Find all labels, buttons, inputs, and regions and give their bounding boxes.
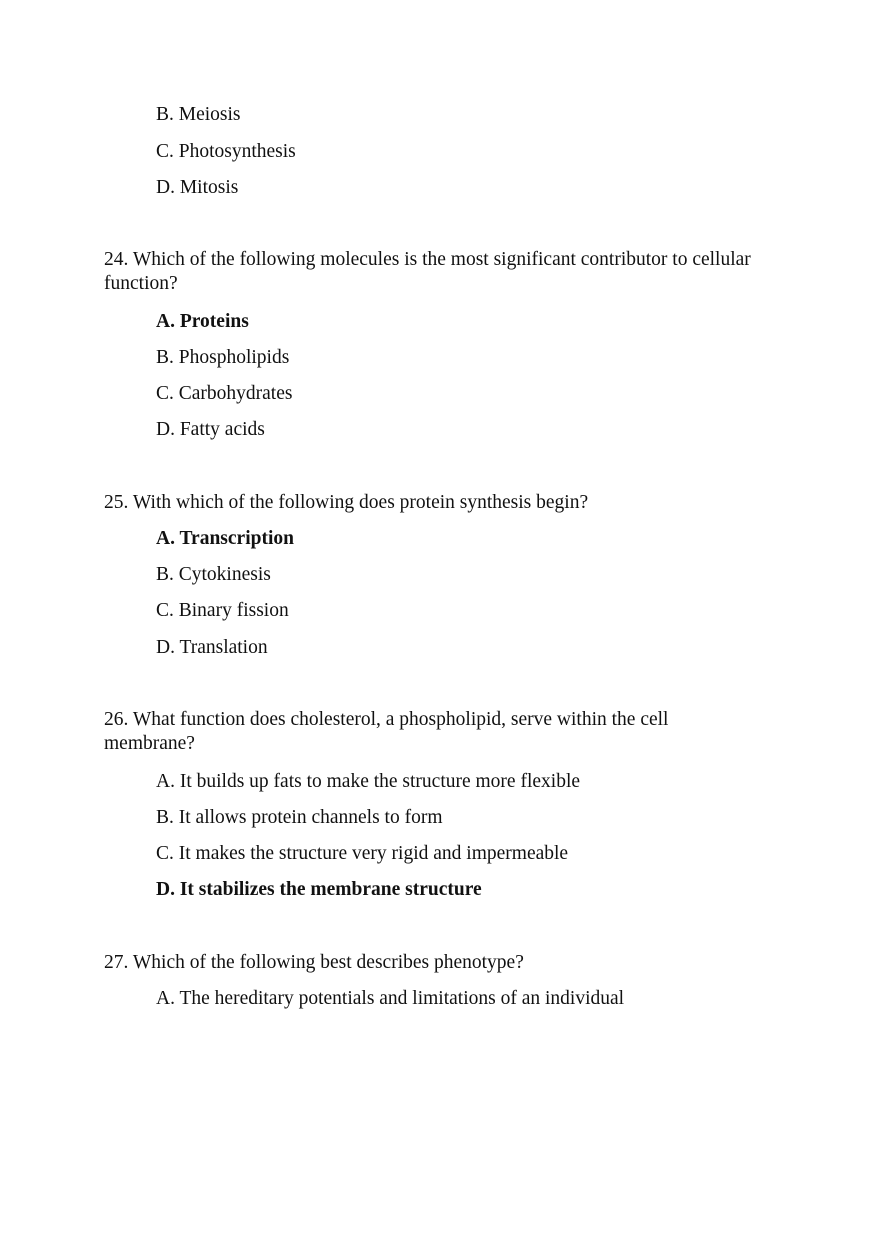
option-25-a-correct: A. Transcription <box>156 528 294 549</box>
question-27: 27. Which of the following best describes phenotype? <box>104 952 524 973</box>
question-24: 24. Which of the following molecules is the most significant contributor to cellular function? <box>104 249 751 294</box>
question-26: 26. What function does cholesterol, a phospholipid, serve within the cell membrane? <box>104 709 669 754</box>
option-27-a: A. The hereditary potentials and limitations of an individual <box>156 988 625 1009</box>
option-b-meiosis: B. Meiosis <box>156 104 241 125</box>
option-24-d: D. Fatty acids <box>156 419 265 440</box>
option-c-photosynthesis: C. Photosynthesis <box>156 141 296 162</box>
option-25-b: B. Cytokinesis <box>156 564 271 585</box>
option-25-c: C. Binary fission <box>156 600 289 621</box>
option-24-c: C. Carbohydrates <box>156 383 293 404</box>
option-26-a: A. It builds up fats to make the structure more flexible <box>156 771 581 792</box>
question-25: 25. With which of the following does protein synthesis begin? <box>104 492 589 513</box>
option-26-b: B. It allows protein channels to form <box>156 807 443 828</box>
option-24-b: B. Phospholipids <box>156 347 290 368</box>
option-24-a-correct: A. Proteins <box>156 311 249 332</box>
option-d-mitosis: D. Mitosis <box>156 177 239 198</box>
option-26-c: C. It makes the structure very rigid and impermeable <box>156 843 569 864</box>
option-26-d-correct: D. It stabilizes the membrane structure <box>156 879 482 900</box>
option-25-d: D. Translation <box>156 637 268 658</box>
